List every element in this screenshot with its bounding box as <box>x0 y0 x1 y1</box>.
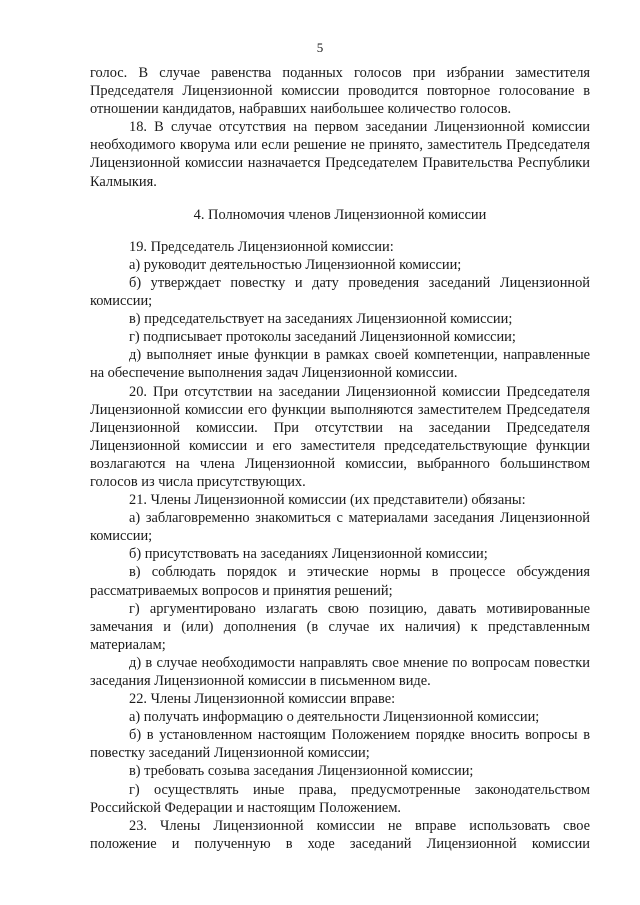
paragraph-22-d: г) осуществлять иные права, предусмотренные законодательством Российской Федерации и настоящим Положением. <box>90 781 590 816</box>
paragraph-21-a: а) заблаговременно знакомиться с материалами заседания Лицензионной комиссии; <box>90 510 590 545</box>
paragraph-22: 22. Члены Лицензионной комиссии вправе: <box>129 691 396 708</box>
section-heading: 4. Полномочия членов Лицензионной комиссии <box>193 206 487 223</box>
paragraph-22-c: в) требовать созыва заседания Лицензионной комиссии; <box>129 763 474 780</box>
paragraph-20: 20. При отсутствии на заседании Лицензионной комиссии Председателя Лицензионной комиссии его функции выполняются заместителем Председателя Лицензионной комиссии. При отсутствии на заседании Председателя Лицензионной комиссии и его заместителя председательствующие функции возлагаются на члена Лицензионной комиссии, выбранного большинством голосов из числа присутствующих. <box>90 383 590 490</box>
paragraph-21: 21. Члены Лицензионной комиссии (их представители) обязаны: <box>129 492 526 509</box>
paragraph-19-c: в) председательствует на заседаниях Лицензионной комиссии; <box>129 311 513 328</box>
paragraph-21-e: д) в случае необходимости направлять свое мнение по вопросам повестки заседания Лицензионной комиссии в письменном виде. <box>90 654 590 689</box>
page-number: 5 <box>316 40 324 55</box>
paragraph-19-b: б) утверждает повестку и дату проведения заседаний Лицензионной комиссии; <box>90 274 590 310</box>
paragraph-continuation: голос. В случае равенства поданных голосов при избрании заместителя Председателя Лицензионной комиссии проводится повторное голосование в отношении кандидатов, набравших наибольшее количество голосов. <box>90 65 590 118</box>
paragraph-19-d: г) подписывает протоколы заседаний Лицензионной комиссии; <box>129 329 516 346</box>
paragraph-19: 19. Председатель Лицензионной комиссии: <box>129 238 394 255</box>
paragraph-22-a: а) получать информацию о деятельности Лицензионной комиссии; <box>129 709 540 726</box>
paragraph-18: 18. В случае отсутствия на первом заседании Лицензионной комиссии необходимого кворума или если решение не принято, заместитель Председателя Лицензионной комиссии назначается Председателем Правительства Республики Калмыкия. <box>90 119 590 190</box>
paragraph-19-e: д) выполняет иные функции в рамках своей компетенции, направленные на обеспечение выполнения задач Лицензионной комиссии. <box>90 347 590 382</box>
paragraph-19-a: а) руководит деятельностью Лицензионной комиссии; <box>129 256 462 273</box>
paragraph-23: 23. Члены Лицензионной комиссии не вправе использовать свое положение и полученную в ходе заседаний Лицензионной комиссии <box>90 817 590 852</box>
paragraph-21-d: г) аргументировано излагать свою позицию, давать мотивированные замечания и (или) дополнения (в случае их наличия) к представленным материалам; <box>90 600 590 653</box>
paragraph-21-b: б) присутствовать на заседаниях Лицензионной комиссии; <box>129 546 488 563</box>
paragraph-22-b: б) в установленном настоящим Положением порядке вносить вопросы в повестку заседаний Лицензионной комиссии; <box>90 727 590 762</box>
document-body <box>90 64 590 853</box>
paragraph-21-c: в) соблюдать порядок и этические нормы в процессе обсуждения рассматриваемых вопросов и принятия решений; <box>90 564 590 599</box>
